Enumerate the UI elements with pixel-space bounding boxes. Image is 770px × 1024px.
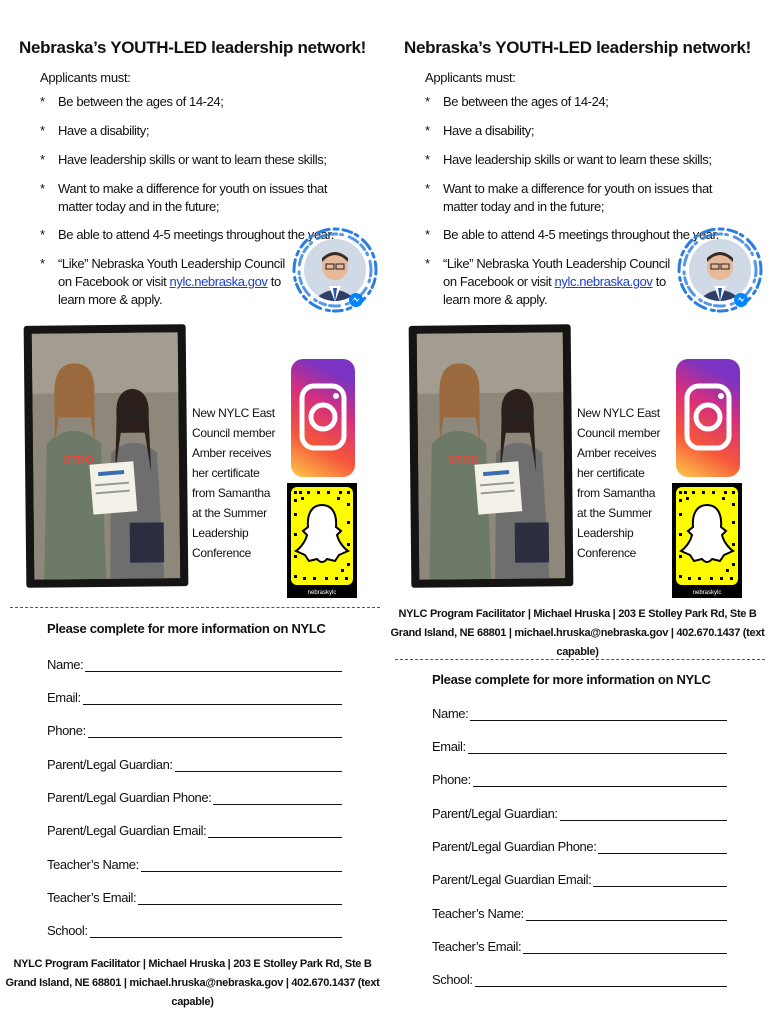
bullet-marker: * [425,256,430,271]
form-field-name[interactable]: Name: [432,705,727,721]
contact-line-2: Grand Island, NE 68801 | michael.hruska@nebraska.gov | 402.670.1437 (text capable) [5,977,380,1008]
applicants-heading: Applicants must: [40,70,131,85]
bullet-marker: * [425,181,430,196]
messenger-code-icon [675,222,765,322]
photo-caption: New NYLC East Council member Amber receives her certificate from Samantha at the Summer Leadership Conference [192,406,276,560]
photo-caption: New NYLC East Council member Amber receives her certificate from Samantha at the Summer Leadership Conference [577,406,661,560]
requirement-item: * Have a disability; [40,123,150,138]
form-field-phone[interactable]: Phone: [432,771,727,787]
form-field-school[interactable]: School: [47,922,342,938]
form-field-teacher-email[interactable]: Teacher’s Email: [432,938,727,954]
field-line[interactable] [470,718,727,721]
bullet-marker: * [425,227,430,242]
form-heading: Please complete for more information on NYLC [432,672,711,687]
requirement-item: * Have leadership skills or want to learn these skills; [40,152,327,167]
bullet-marker: * [40,94,45,109]
field-line[interactable] [83,702,342,705]
applicants-heading: Applicants must: [425,70,516,85]
form-field-guardian-email[interactable]: Parent/Legal Guardian Email: [47,822,342,838]
bullet-marker: * [40,181,45,196]
form-field-school[interactable]: School: [432,971,727,987]
website-link[interactable]: nylc.nebraska.gov [169,274,268,289]
facebook-item: * “Like” Nebraska Youth Leadership Council on Facebook or visit nylc.nebraska.gov to learn more & apply. [425,256,670,307]
bullet-marker: * [425,94,430,109]
requirement-item: * Be between the ages of 14-24; [40,94,224,109]
requirement-item: * Be between the ages of 14-24; [425,94,609,109]
bullet-marker: * [40,123,45,138]
instagram-icon[interactable] [675,358,741,478]
cut-line [395,659,765,660]
form-heading: Please complete for more information on NYLC [47,621,326,636]
requirement-item: * Want to make a difference for youth on issues that matter today and in the future; [425,181,713,214]
form-field-email[interactable]: Email: [432,738,727,754]
field-line[interactable] [526,918,727,921]
flyer-right-column [385,0,770,1024]
field-line[interactable] [141,869,342,872]
flyer-title: Nebraska’s YOUTH-LED leadership network! [404,38,751,57]
award-photo [409,324,574,588]
field-line[interactable] [88,735,342,738]
form-field-name[interactable]: Name: [47,656,342,672]
field-line[interactable] [598,851,727,854]
svg-text:STRO: STRO [62,454,94,467]
field-line[interactable] [593,884,727,887]
requirement-item: * Be able to attend 4-5 meetings throughout the year. [425,227,719,242]
form-field-guardian[interactable]: Parent/Legal Guardian: [432,805,727,821]
requirement-item: * Be able to attend 4-5 meetings throughout the year. [40,227,334,242]
award-photo [24,324,189,588]
form-field-teacher-email[interactable]: Teacher’s Email: [47,889,342,905]
form-field-teacher-name[interactable]: Teacher’s Name: [47,856,342,872]
website-link[interactable]: nylc.nebraska.gov [554,274,653,289]
bullet-marker: * [425,123,430,138]
form-field-teacher-name[interactable]: Teacher’s Name: [432,905,727,921]
snapcode-label: nebraskylc [307,590,337,596]
field-line[interactable] [85,669,342,672]
svg-text:STRO: STRO [447,454,479,467]
form-field-email[interactable]: Email: [47,689,342,705]
requirement-item: * Have leadership skills or want to learn these skills; [425,152,712,167]
messenger-code-icon [290,222,380,322]
snapchat-code-icon[interactable] [672,483,742,598]
cut-line [10,607,380,608]
contact-line-1: NYLC Program Facilitator | Michael Hruska | 203 E Stolley Park Rd, Ste B [13,958,372,970]
snapchat-code-icon[interactable] [287,483,357,598]
form-field-guardian[interactable]: Parent/Legal Guardian: [47,756,342,772]
form-field-guardian-phone[interactable]: Parent/Legal Guardian Phone: [47,789,342,805]
form-field-guardian-email[interactable]: Parent/Legal Guardian Email: [432,871,727,887]
contact-footer [0,955,385,1012]
snapcode-label: nebraskylc [692,590,722,596]
contact-line-1: NYLC Program Facilitator | Michael Hruska | 203 E Stolley Park Rd, Ste B [398,608,757,620]
field-line[interactable] [523,951,727,954]
requirement-item: * Want to make a difference for youth on issues that matter today and in the future; [40,181,328,214]
requirement-item: * Have a disability; [425,123,535,138]
field-line[interactable] [473,784,727,787]
bullet-marker: * [40,256,45,271]
facebook-item: * “Like” Nebraska Youth Leadership Council on Facebook or visit nylc.nebraska.gov to learn more & apply. [40,256,285,307]
field-line[interactable] [175,769,342,772]
field-line[interactable] [560,818,727,821]
form-field-guardian-phone[interactable]: Parent/Legal Guardian Phone: [432,838,727,854]
contact-line-2: Grand Island, NE 68801 | michael.hruska@nebraska.gov | 402.670.1437 (text capable) [390,627,765,658]
field-line[interactable] [208,835,342,838]
form-field-phone[interactable]: Phone: [47,722,342,738]
field-line[interactable] [475,984,727,987]
field-line[interactable] [138,902,342,905]
bullet-marker: * [425,152,430,167]
bullet-marker: * [40,227,45,242]
flyer-title: Nebraska’s YOUTH-LED leadership network! [19,38,366,57]
field-line[interactable] [213,802,342,805]
contact-footer [385,605,770,662]
instagram-icon[interactable] [290,358,356,478]
field-line[interactable] [90,935,342,938]
field-line[interactable] [468,751,727,754]
bullet-marker: * [40,152,45,167]
